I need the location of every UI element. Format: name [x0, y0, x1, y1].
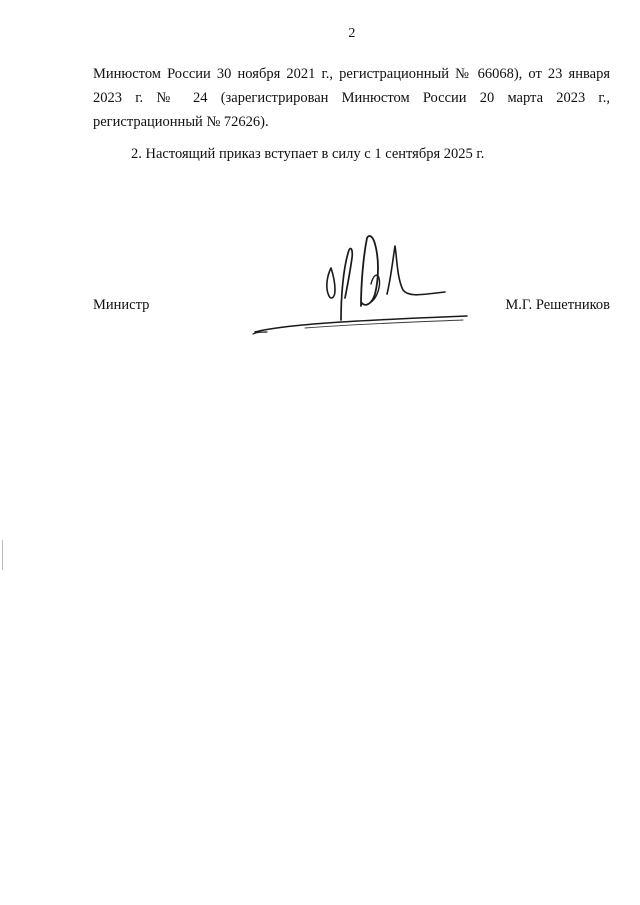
page-number: 2	[348, 26, 356, 41]
paragraph-line: 2023 г. № 24 (зарегистрирован Минюстом России 20 марта 2023 г.,	[93, 90, 610, 106]
paragraph-line: регистрационный № 72626).	[93, 114, 269, 130]
paragraph-line: Минюстом России 30 ноября 2021 г., регистрационный № 66068), от 23 января	[93, 66, 610, 82]
signer-position: Министр	[93, 297, 150, 313]
paragraph-continuation	[93, 62, 610, 134]
paragraph-effective-date	[93, 142, 610, 166]
handwritten-signature-icon	[245, 228, 485, 348]
paragraph-line: 2. Настоящий приказ вступает в силу с 1 сентября 2025 г.	[131, 146, 485, 162]
scan-artifact	[2, 540, 3, 570]
signer-name: М.Г. Решетников	[505, 297, 610, 313]
